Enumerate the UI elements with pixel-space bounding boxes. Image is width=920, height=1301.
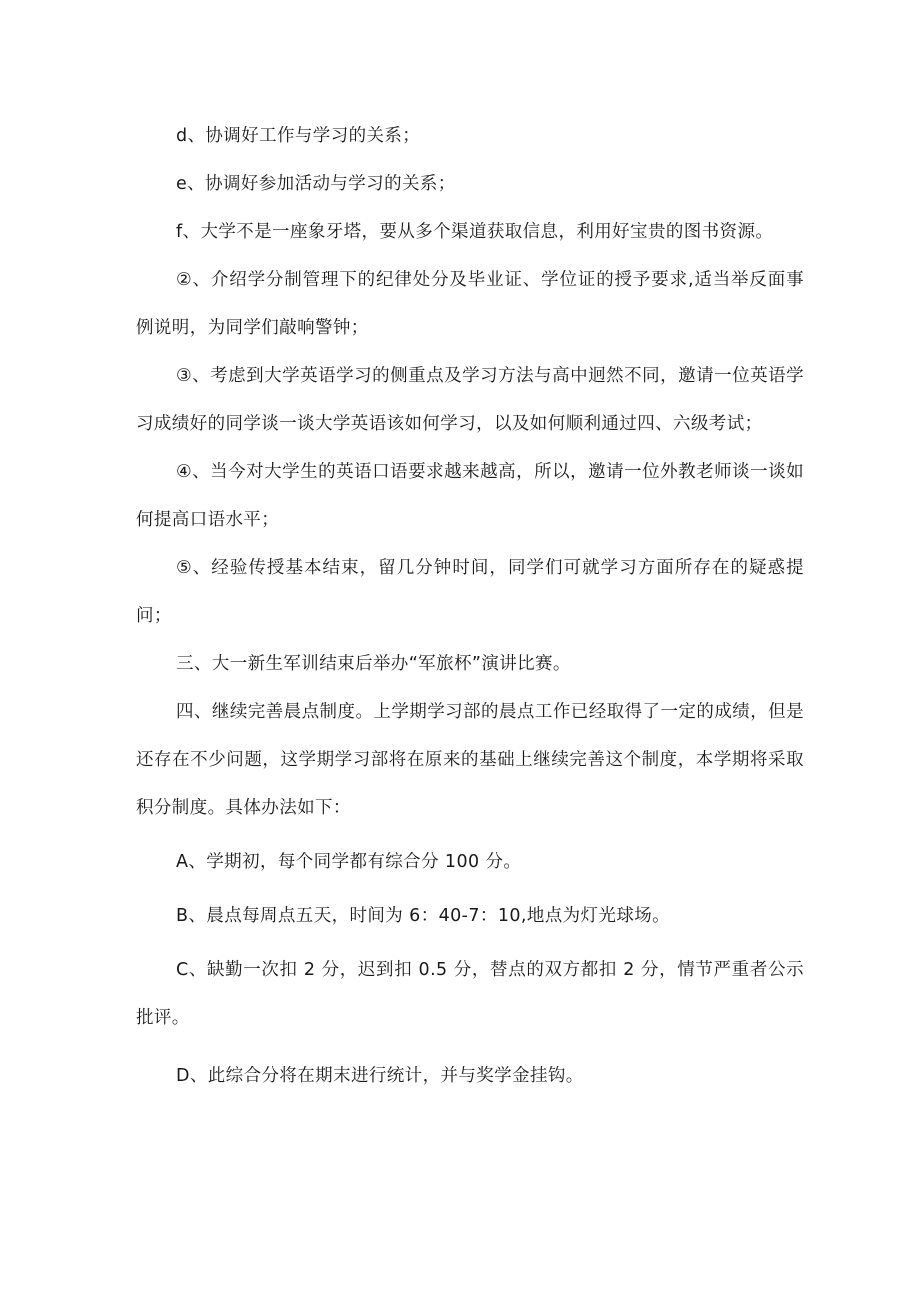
paragraph-item-2: ②、介绍学分制管理下的纪律处分及毕业证、学位证的授予要求,适当举反面事例说明，为同学们敲响警钟； bbox=[136, 270, 804, 338]
section-three: 三、大一新生军训结束后举办“军旅杯”演讲比赛。 bbox=[176, 654, 571, 674]
paragraph-item-3: ③、考虑到大学英语学习的侧重点及学习方法与高中迥然不同，邀请一位英语学习成绩好的同学谈一谈大学英语该如何学习，以及如何顺利通过四、六级考试； bbox=[136, 366, 804, 434]
paragraph-item-5: ⑤、经验传授基本结束，留几分钟时间，同学们可就学习方面所存在的疑惑提问； bbox=[136, 558, 804, 626]
paragraph-item-4: ④、当今对大学生的英语口语要求越来越高，所以，邀请一位外教老师谈一谈如何提高口语水平； bbox=[136, 462, 804, 530]
rule-d: D、此综合分将在期末进行统计，并与奖学金挂钩。 bbox=[176, 1066, 584, 1086]
rule-b: B、晨点每周点五天，时间为 6：40-7：10,地点为灯光球场。 bbox=[176, 906, 671, 926]
paragraph-f: f、大学不是一座象牙塔，要从多个渠道获取信息，利用好宝贵的图书资源。 bbox=[176, 222, 774, 242]
paragraph-d: d、协调好工作与学习的关系； bbox=[176, 126, 421, 146]
paragraph-e: e、协调好参加活动与学习的关系； bbox=[176, 174, 456, 194]
rule-c: C、缺勤一次扣 2 分，迟到扣 0.5 分，替点的双方都扣 2 分，情节严重者公示批评。 bbox=[136, 960, 804, 1028]
document-body bbox=[136, 112, 804, 1100]
rule-a: A、学期初，每个同学都有综合分 100 分。 bbox=[176, 852, 522, 872]
section-four: 四、继续完善晨点制度。上学期学习部的晨点工作已经取得了一定的成绩，但是还存在不少问题，这学期学习部将在原来的基础上继续完善这个制度，本学期将采取积分制度。具体办法如下： bbox=[136, 702, 804, 818]
